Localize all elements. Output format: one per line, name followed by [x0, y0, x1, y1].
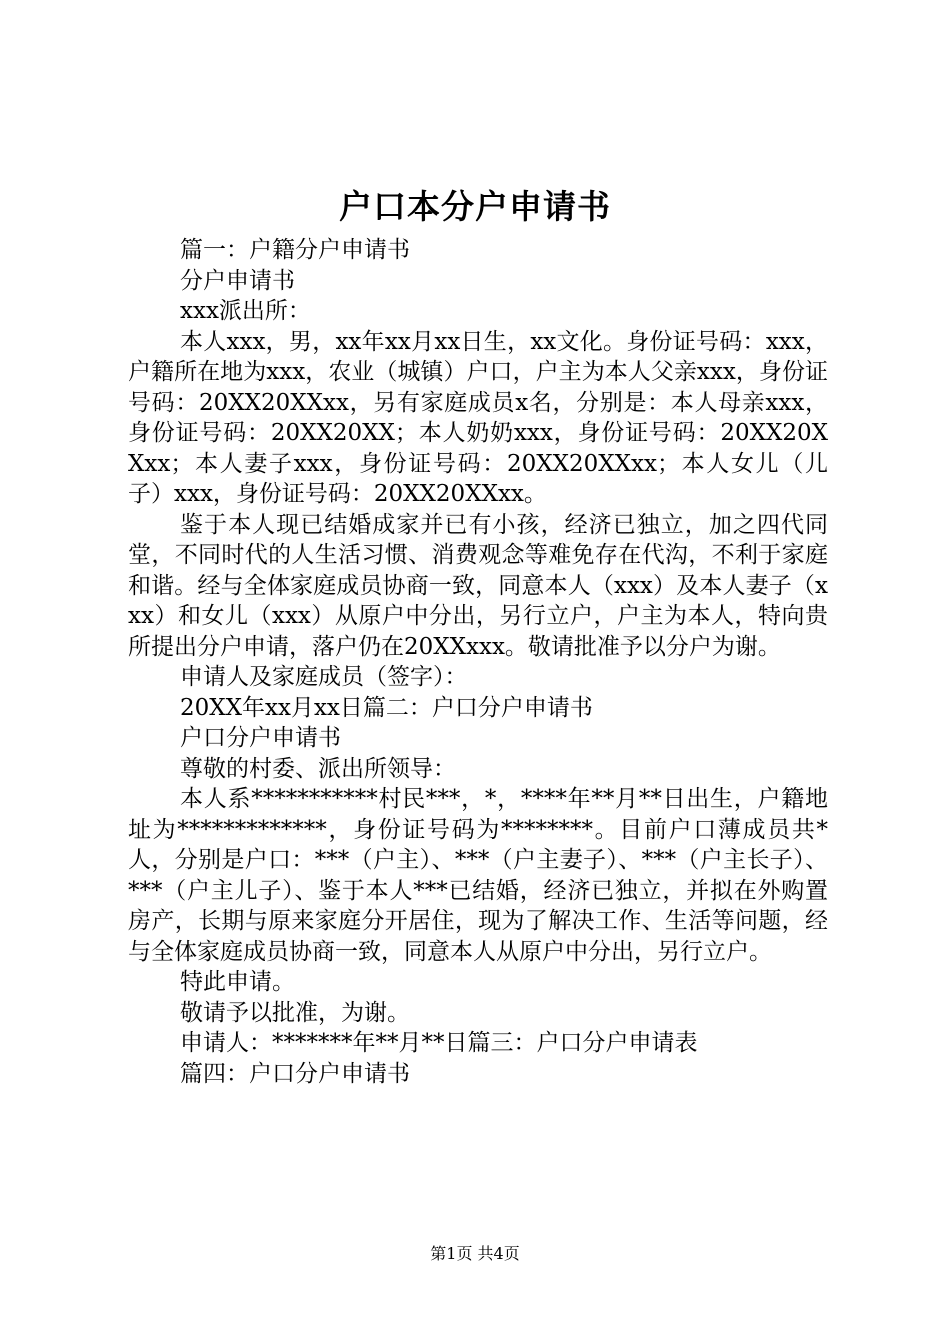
letter-title: 分户申请书	[180, 267, 295, 294]
body-paragraph: 本人xxx，男，xx年xx月xx日生，xx文化。身份证号码：xxx，户籍所在地为xxx，农业（城镇）户口，户主为本人父亲xxx，身份证号码：20XX20XXxx，另有家庭成员x名，分别是：本人母亲xxx，身份证号码：20XX20XX；本人奶奶xxx，身份证号码：20XX20XXxx；本人妻子xxx，身份证号码：20XX20XXxx；本人女儿（儿子）xxx，身份证号码：20XX20XXxx。	[128, 328, 828, 507]
date-line: 20XX年xx月xx日篇二：户口分户申请书	[180, 694, 593, 721]
page-footer: 第1页 共4页	[430, 1244, 520, 1263]
document-body	[128, 235, 828, 1089]
body-paragraph: 本人系***********村民***，*，****年**月**日出生，户籍地址为*************，身份证号码为********。目前户口薄成员共*人，分别是户口：***（户主）、***（户主妻子）、***（户主长子）、***（户主儿子）、鉴于本人***已结婚，经济已独立，并拟在外购置房产，长期与原来家庭分开居住，现为了解决工作、生活等问题，经与全体家庭成员协商一致，同意本人从原户中分出，另行立户。	[128, 786, 828, 965]
closing-line: 特此申请。	[180, 969, 295, 995]
closing-line: 敬请予以批准，为谢。	[180, 999, 410, 1026]
section-heading: 篇四：户口分户申请书	[180, 1060, 410, 1087]
letter-salutation: 尊敬的村委、派出所领导：	[180, 755, 456, 782]
signature-line: 申请人：*******年**月**日篇三：户口分户申请表	[180, 1030, 698, 1056]
body-paragraph: 鉴于本人现已结婚成家并已有小孩，经济已独立，加之四代同堂，不同时代的人生活习惯、消费观念等难免存在代沟，不利于家庭和谐。经与全体家庭成员协商一致，同意本人（xxx）及本人妻子（xxx）和女儿（xxx）从原户中分出，另行立户，户主为本人，特向贵所提出分户申请，落户仍在20XXxxx。敬请批准予以分户为谢。	[128, 511, 828, 660]
document-title: 户口本分户申请书	[339, 187, 611, 226]
section-heading: 篇一：户籍分户申请书	[180, 237, 410, 263]
signature-line: 申请人及家庭成员（签字）：	[180, 664, 468, 690]
letter-title: 户口分户申请书	[180, 725, 341, 751]
letter-salutation: xxx派出所：	[180, 298, 311, 324]
